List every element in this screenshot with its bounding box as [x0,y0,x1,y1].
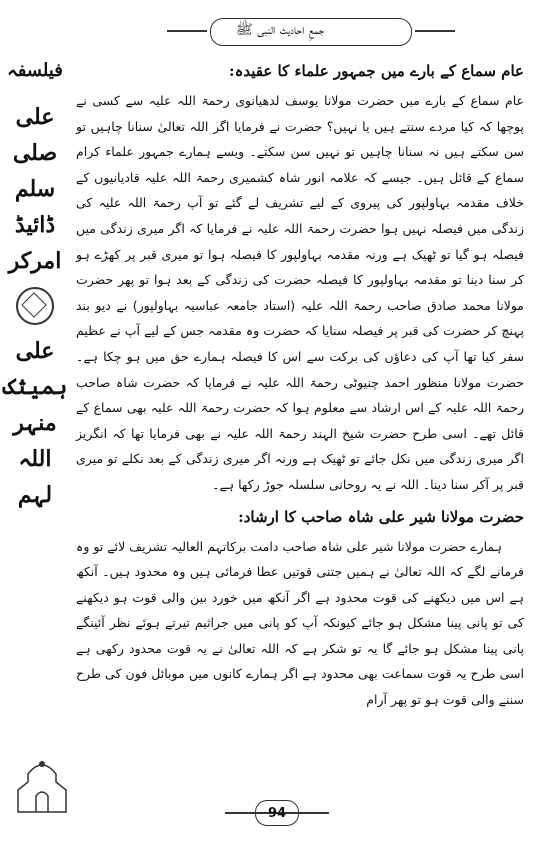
sidebar-word: ڈائیڈ [14,212,56,238]
sidebar-word: علی [15,338,55,364]
section-heading: حضرت مولانا شیر علی شاہ صاحب کا ارشاد: [238,507,524,526]
page-number: 94 [255,800,299,826]
section-paragraph: ہمارے حضرت مولانا شیر علی شاہ صاحب دامت برکاتہم العالیہ تشریف لائے تو وہ فرمانے لگے کہ اللہ تعالیٰ نے ہمیں جتنی قوتیں عطا فرمائی ہیں وہ محدود ہیں۔ آنکھ ہے اس میں دیکھنے کی قوت محدود ہے اگر آنکھ میں خورد بین والی قوت ہو دیکھنے کی تو پانی پینا مشکل ہو جائے کیونکہ آپ کو پانی میں جراثیم تیرتے ہوئے نظر آئینگے پانی پینا مشکل ہو جائے گا یہ تو شکر ہے کہ اللہ تعالیٰ نے یہ قوت محدود رکھی ہے اسی طرح یہ قوت سماعت بھی محدود ہے اگر ہمارے کانوں میں موبائل فون کی طرح سننے والی قوت ہو تو پھر آرام [76,538,524,708]
sidebar-word: منہر [13,410,57,436]
header-title: جمعِ احادیث النبی ﷺ [235,22,325,38]
sidebar-word: علی [15,104,55,130]
sidebar-word: ہمیثک [2,374,68,400]
emblem-icon [16,287,54,325]
page-header [60,14,500,48]
main-content [76,58,524,719]
sidebar-calligraphy [4,60,66,600]
sidebar-word: اللہ [18,446,52,472]
section-heading: عام سماع کے بارے میں جمہور علماء کا عقیدہ: [229,62,524,80]
sidebar-word: سلم [14,176,56,202]
sidebar-title: فیلسفہ [7,60,63,81]
section-paragraph: عام سماع کے بارے میں حضرت مولانا یوسف لدھیانوی رحمۃ اللہ علیہ سے کسی نے پوچھا کہ کیا مردے سنتے ہیں یا نہیں؟ حضرت نے فرمایا اگر اللہ تعالیٰ سنانا چاہیں تو سن سکتے ہیں نہ سنانا چاہیں تو نہیں سن سکتے۔ ویسے ہمارے جمہور علماء کرام سماع کے قائل ہیں۔ جیسے کہ علامہ انور شاہ کشمیری رحمۃ اللہ علیہ قادیانیوں کے خلاف مقدمہ بہاولپور کی پیروی کے لیے تشریف لے گئے تو آپ رحمۃ اللہ علیہ کی زندگی میں فیصلہ نہیں ہوا حضرت رحمۃ اللہ علیہ نے فرمایا کہ اگر میری زندگی میں فیصلہ ہو گیا تو ٹھیک ہے ورنہ مقدمہ بہاولپور کا فیصلہ ہوا تو میری قبر پر کھڑے ہو کر سنا دینا تو مقدمہ بہاولپور کا فیصلہ حضرت کی زندگی کے بعد ہوا تو پھر حضرت مولانا محمد صادق صاحب رحمۃ اللہ علیہ (استاد جامعہ عباسیہ بہاولپور) نے دیو بند پہنچ کر حضرت کی قبر پر فیصلہ سنایا کہ حضرت وہ مقدمہ جس کے لیے آپ نے عظیم سفر کیا تھا آپ کی دعاؤں کی برکت سے اس کا فیصلہ ہمارے حق میں ہو چکا ہے۔ حضرت مولانا منظور احمد چنیوٹی رحمۃ اللہ علیہ نے فرمایا کہ حضرت شاہ صاحب رحمۃ اللہ علیہ کے اس ارشاد سے معلوم ہوا کہ حضرت رحمۃ اللہ علیہ بھی سماع کے قائل تھے۔ اسی طرح حضرت شیخ الہند رحمۃ اللہ علیہ نے بھی فرمایا تھا کہ انگریز اگر میری زندگی میں نکل جائے تو ٹھیک ہے ورنہ اگر میری زندگی کے بعد نکلے تو میری قبر پر آکر سنا دینا۔ اللہ نے یہ روحانی سلسلہ جوڑ رکھا ہے۔ [76,93,524,492]
sidebar-word: امرکر [8,248,62,274]
sidebar-word: لہم [17,482,53,508]
sidebar-word: صلی [12,140,58,166]
shrine-illustration-icon [14,752,70,814]
